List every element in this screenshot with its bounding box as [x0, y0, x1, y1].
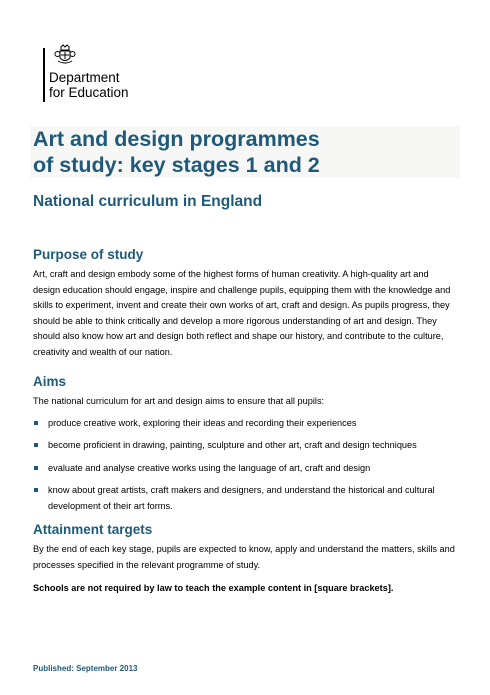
- aims-section: [33, 374, 458, 522]
- list-item: [33, 438, 458, 454]
- list-item: [33, 416, 458, 432]
- page-subtitle: National curriculum in England: [33, 193, 263, 210]
- bullet-icon: [34, 443, 38, 447]
- list-item: [33, 483, 458, 514]
- page-title: [30, 126, 460, 178]
- aims-item-text: know about great artists, craft makers and designers, and understand the historical and cultural development of their art forms.: [48, 485, 435, 511]
- attainment-heading: Attainment targets: [33, 522, 153, 537]
- aims-intro: The national curriculum for art and design aims to ensure that all pupils:: [33, 396, 325, 406]
- bullet-icon: [34, 466, 38, 470]
- list-item: [33, 461, 458, 477]
- purpose-heading: Purpose of study: [33, 247, 144, 262]
- bullet-icon: [34, 488, 38, 492]
- organisation-name: [49, 70, 129, 100]
- aims-item-text: evaluate and analyse creative works using the language of art, craft and design: [48, 462, 371, 473]
- org-line-2: for Education: [49, 85, 129, 100]
- aims-item-text: become proficient in drawing, painting, sculpture and other art, craft and design techniques: [48, 440, 417, 451]
- bullet-icon: [34, 421, 38, 425]
- royal-crest-icon: [54, 44, 76, 66]
- title-line-1: Art and design programmes: [33, 127, 320, 151]
- title-line-2: of study: key stages 1 and 2: [33, 153, 320, 177]
- aims-heading: Aims: [33, 374, 67, 389]
- aims-list: [33, 416, 458, 515]
- attainment-section: [33, 522, 458, 595]
- logo-rule: [43, 48, 45, 102]
- aims-item-text: produce creative work, exploring their ideas and recording their experiences: [48, 417, 357, 428]
- publication-date: Published: September 2013: [33, 664, 138, 673]
- attainment-body: By the end of each key stage, pupils are expected to know, apply and understand the matters, skills and processes specified in the relevant programme of study.: [33, 544, 455, 570]
- purpose-body: Art, craft and design embody some of the highest forms of human creativity. A high-quality art and design education should engage, inspire and challenge pupils, equipping them with the knowledge and skills to experiment, invent and create their own works of art, craft and design. As pupils progress, they should be able to think critically and develop a more rigorous understanding of art and design. They should also know how art and design both reflect and shape our history, and contribute to the culture, creativity and wealth of our nation.: [33, 269, 451, 357]
- dfe-logo: [43, 44, 143, 104]
- purpose-section: [33, 247, 458, 361]
- org-line-1: Department: [49, 70, 120, 85]
- title-block: [30, 126, 460, 178]
- brackets-note: Schools are not required by law to teach the example content in [square brackets].: [33, 583, 394, 594]
